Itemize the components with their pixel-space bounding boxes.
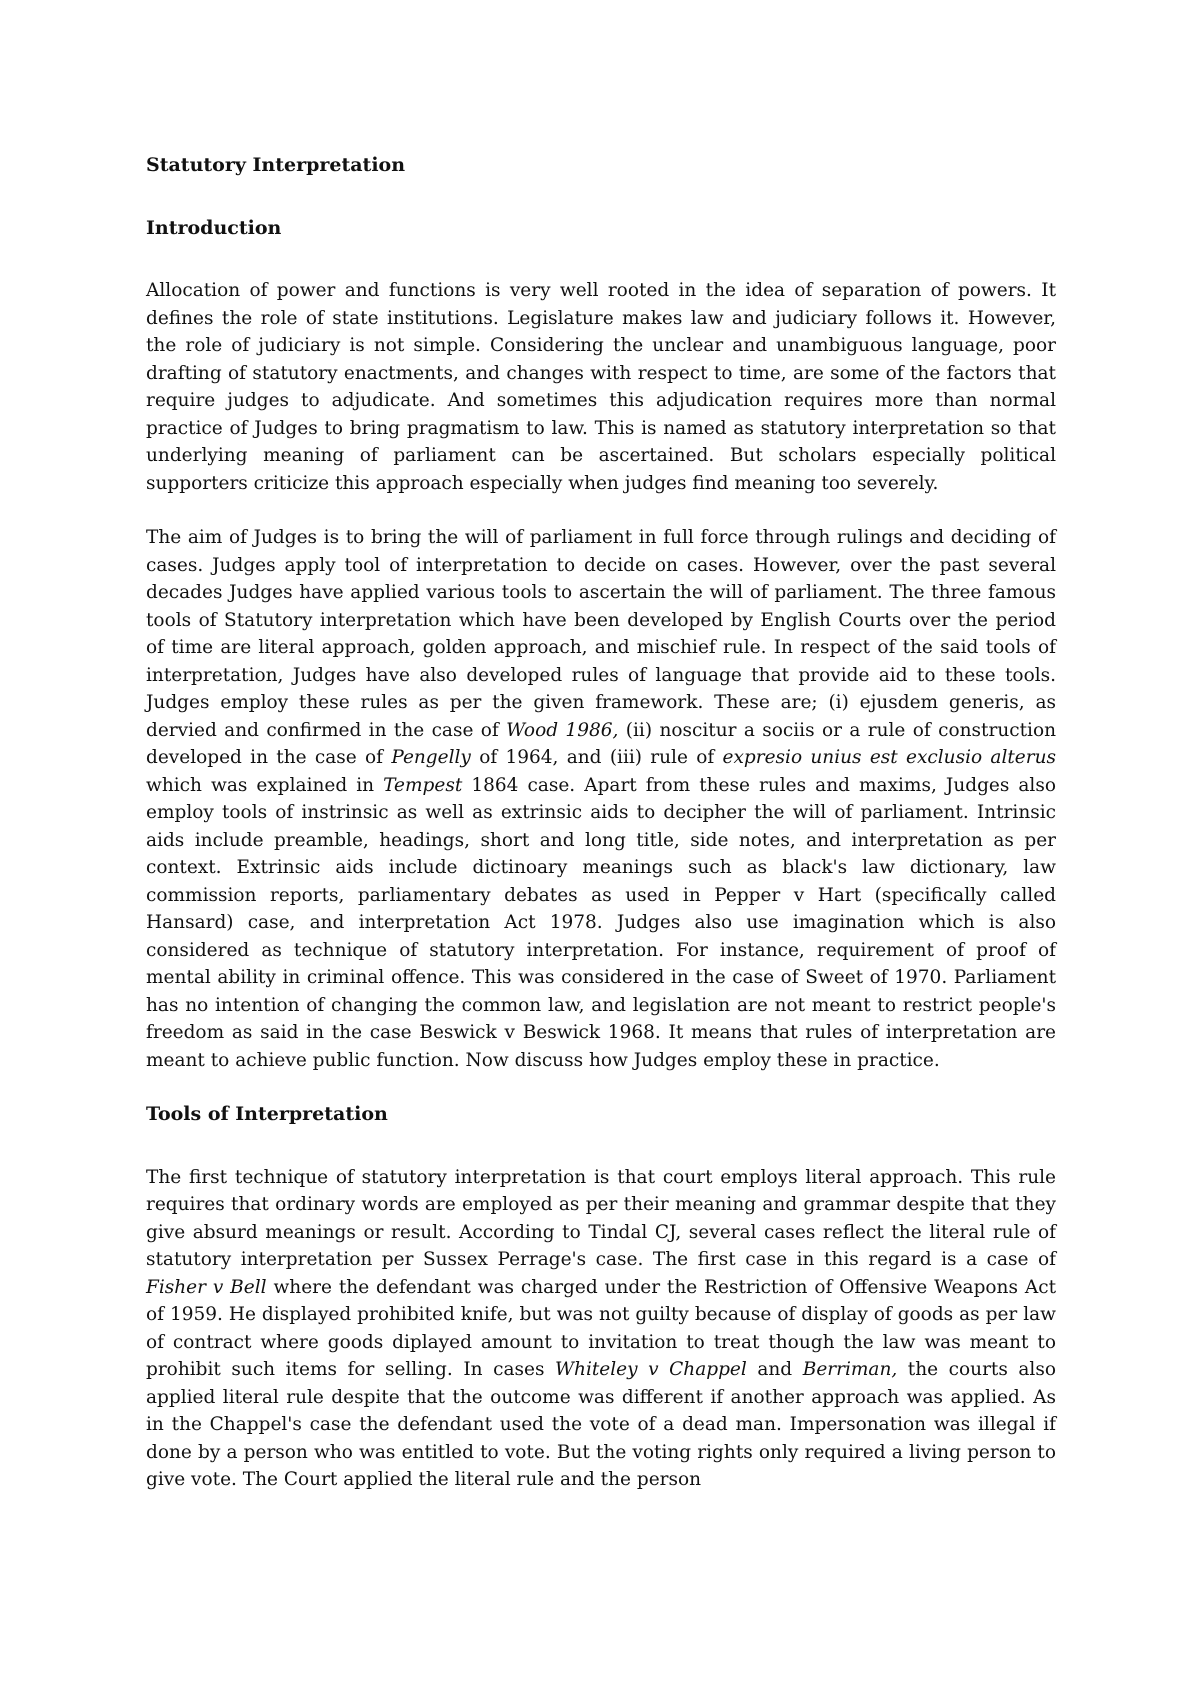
document-title: Statutory Interpretation xyxy=(146,154,406,176)
section-heading: Introduction xyxy=(146,216,282,239)
document-sections xyxy=(146,215,1056,1494)
section-heading: Tools of Interpretation xyxy=(146,1103,388,1125)
case-name-italic: Berriman, xyxy=(802,1359,898,1380)
text-run: The aim of Judges is to bring the will of parliament in full force through rulings and deciding of cases. Judges apply tool of interpretation to decide on cases. However, over the past several decades Judges have applied various tools to ascertain the will of parliament. The three famous tools of Statutory interpretation which have been developed by English Courts over the period of time are literal approach, golden approach, and mischief rule. In respect of the said tools of interpretation, Judges have also developed rules of language that provide aid to these tools. Judges employ these rules as per the given framework. These are; (i) ejusdem generis, as dervied and confirmed in the case of xyxy=(146,527,1056,741)
case-name-italic: Tempest xyxy=(383,774,463,796)
case-name-italic: expresio unius est exclusio alterus xyxy=(722,747,1057,768)
case-name-italic: Fisher v Bell xyxy=(146,1276,267,1298)
case-name-italic: Whiteley v Chappel xyxy=(555,1359,747,1380)
text-run: 1864 case. Apart from these rules and maxims, Judges also employ tools of instrinsic as well as extrinsic aids to decipher the will of parliament. Intrinsic aids include preamble, headings, short and long title, side notes, and interpretation as per context. Extrinsic aids include dictinoary meanings such as black's law dictionary, law commission reports, parliamentary debates as used in Pepper v Hart (specifically called Hansard) case, and interpretation Act 1978. Judges also use imagination which is also considered as technique of statutory interpretation. For instance, requirement of proof of mental ability in criminal offence. This was considered in the case of Sweet of 1970. Parliament has no intention of changing the common law, and legislation are not meant to restrict people's freedom as said in the case Beswick v Beswick 1968. It means that rules of interpretation are meant to achieve public function. Now discuss how Judges employ these in practice. xyxy=(146,774,1056,1071)
text-run: and xyxy=(746,1359,803,1380)
case-name-italic: Wood 1986, xyxy=(506,719,619,741)
body-paragraph xyxy=(146,524,1056,1074)
text-run: where the defendant was charged under the Restriction of Offensive Weapons Act of 1959. He displayed prohibited knife, but was not guilty because of display of goods as per law of contract where goods diplayed amount to invitation to treat though the law was meant to prohibit such items for selling. In cases xyxy=(146,1276,1057,1380)
text-run: (ii) noscitur a sociis or a rule of construction developed in the case of xyxy=(146,719,1057,768)
document-body xyxy=(146,152,1056,1521)
body-paragraph xyxy=(146,277,1056,497)
body-paragraph xyxy=(146,1164,1056,1494)
case-name-italic: Pengelly xyxy=(391,747,471,768)
text-run: Allocation of power and functions is very well rooted in the idea of separation of powers. It defines the role of state institutions. Legislature makes law and judiciary follows it. However, the role of judiciary is not simple. Considering the unclear and unambiguous language, poor drafting of statutory enactments, and changes with respect to time, are some of the factors that require judges to adjudicate. And sometimes this adjudication requires more than normal practice of Judges to bring pragmatism to law. This is named as statutory interpretation so that underlying meaning of parliament can be ascertained. But scholars especially political supporters criticize this approach especially when judges find meaning too severely. xyxy=(146,280,1056,494)
text-run: the courts also applied literal rule despite that the outcome was different if another approach was applied. As in the Chappel's case the defendant used the vote of a dead man. Impersonation was illegal if done by a person who was entitled to vote. But the voting rights only required a living person to give vote. The Court applied the literal rule and the person xyxy=(146,1359,1056,1490)
text-run: which was explained in xyxy=(146,774,384,796)
text-run: The first technique of statutory interpretation is that court employs literal approach. This rule requires that ordinary words are employed as per their meaning and grammar despite that they give absurd meanings or result. According to Tindal CJ, several cases reflect the literal rule of statutory interpretation per Sussex Perrage's case. The first case in this regard is a case of xyxy=(146,1166,1056,1270)
text-run: of 1964, and (iii) rule of xyxy=(470,747,723,768)
